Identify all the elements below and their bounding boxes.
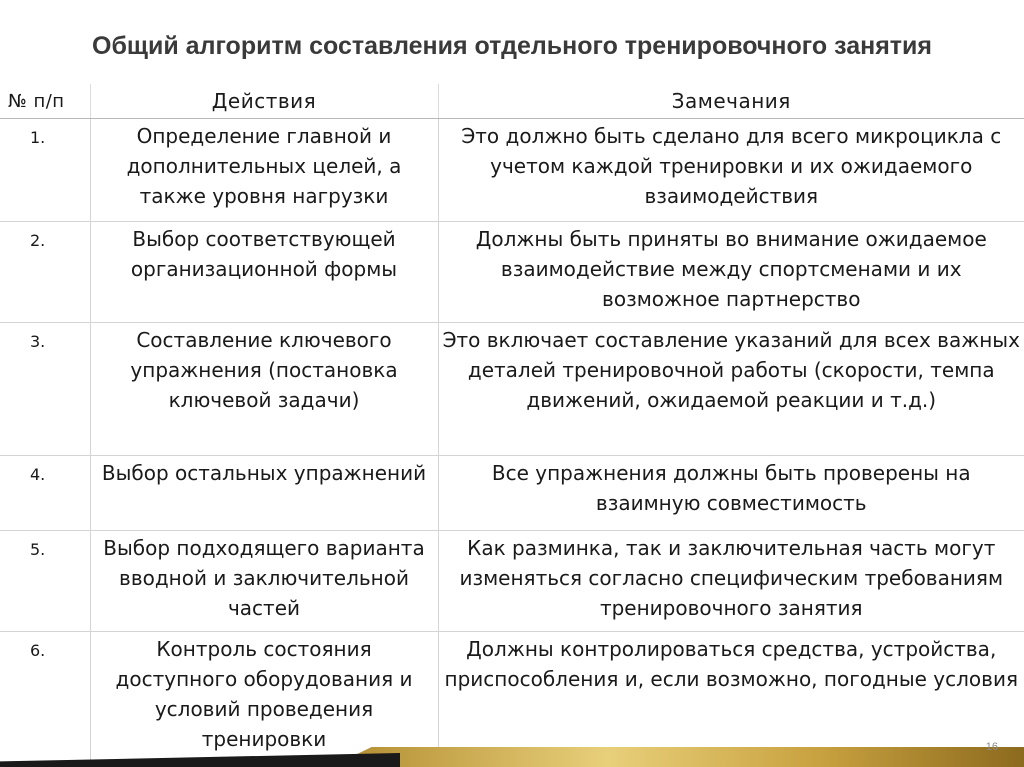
gold-stripe bbox=[330, 747, 1024, 767]
header-remarks: Замечания bbox=[438, 84, 1024, 119]
row-number: 5. bbox=[0, 531, 90, 632]
row-number: 6. bbox=[0, 632, 90, 767]
table-row bbox=[0, 456, 1024, 531]
row-number: 4. bbox=[0, 456, 90, 531]
row-number: 3. bbox=[0, 323, 90, 456]
header-actions: Действия bbox=[90, 84, 438, 119]
header-num: № п/п bbox=[0, 84, 90, 119]
table-header-row bbox=[0, 84, 1024, 119]
row-action: Определение главной и дополнительных целей, а также уровня нагрузки bbox=[90, 119, 438, 222]
black-stripe bbox=[0, 753, 400, 767]
row-action: Выбор подходящего варианта вводной и заключительной частей bbox=[90, 531, 438, 632]
row-action: Выбор остальных упражнений bbox=[90, 456, 438, 531]
row-remark: Должны быть приняты во внимание ожидаемое взаимодействие между спортсменами и их возможное партнерство bbox=[438, 222, 1024, 323]
page-number: 16 bbox=[985, 741, 998, 753]
table-row bbox=[0, 119, 1024, 222]
row-action: Контроль состояния доступного оборудования и условий проведения тренировки bbox=[90, 632, 438, 767]
algorithm-table bbox=[0, 84, 1024, 767]
row-action: Составление ключевого упражнения (постановка ключевой задачи) bbox=[90, 323, 438, 456]
row-number: 2. bbox=[0, 222, 90, 323]
table-row bbox=[0, 531, 1024, 632]
table-row bbox=[0, 222, 1024, 323]
table-row bbox=[0, 323, 1024, 456]
row-number: 1. bbox=[0, 119, 90, 222]
row-remark: Это должно быть сделано для всего микроцикла с учетом каждой тренировки и их ожидаемого взаимодействия bbox=[438, 119, 1024, 222]
footer-decoration bbox=[0, 747, 1024, 767]
row-remark: Должны контролироваться средства, устройства, приспособления и, если возможно, погодные условия bbox=[438, 632, 1024, 767]
slide-title: Общий алгоритм составления отдельного тренировочного занятия bbox=[92, 32, 932, 60]
row-action: Выбор соответствующей организационной формы bbox=[90, 222, 438, 323]
row-remark: Все упражнения должны быть проверены на взаимную совместимость bbox=[438, 456, 1024, 531]
row-remark: Как разминка, так и заключительная часть могут изменяться согласно специфическим требованиям тренировочного занятия bbox=[438, 531, 1024, 632]
row-remark: Это включает составление указаний для всех важных деталей тренировочной работы (скорости, темпа движений, ожидаемой реакции и т.д.) bbox=[438, 323, 1024, 456]
